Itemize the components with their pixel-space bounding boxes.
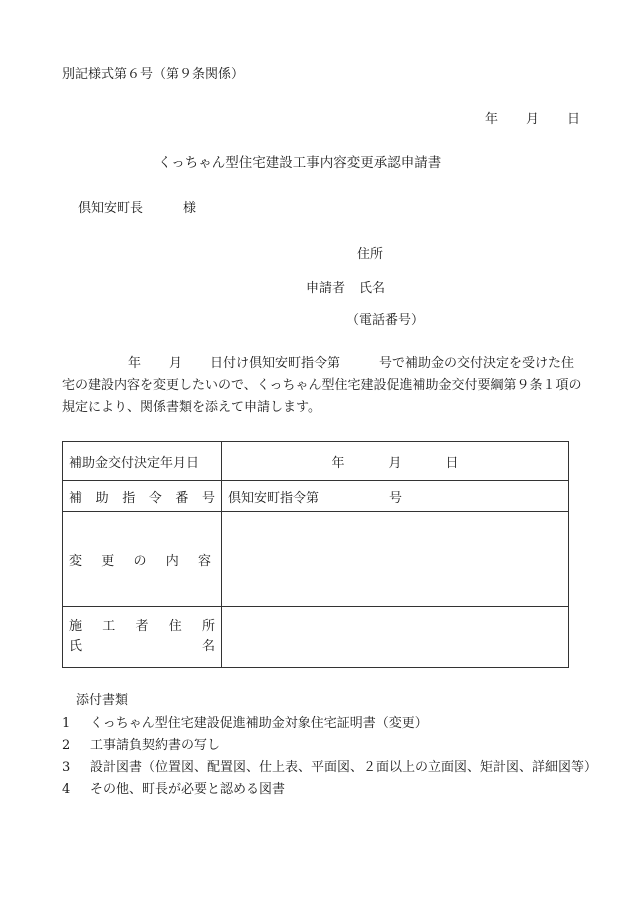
addressee-to: 倶知安町長 [78, 201, 144, 216]
decision-year: 年 [331, 455, 345, 471]
change-content-char: の [133, 553, 147, 569]
contractor-char: 施 [69, 619, 83, 634]
contractor-char: 住 [168, 619, 182, 634]
item-number: 2 [62, 738, 71, 753]
form-id: 別記様式第６号（第９条関係） [62, 67, 245, 82]
phone-label: （電話番号） [346, 313, 425, 328]
body-text: 日付け倶知安町指令第 号で補助金の交付決定を受けた住宅の建設内容を変更したいので、くっちゃん型住宅建設促進補助金交付要綱第９条１項の規定により、関係書類を添えて申請します。 [62, 356, 582, 415]
order-number-label [63, 481, 222, 512]
application-table [62, 441, 569, 668]
contractor-label [63, 607, 222, 668]
item-text: その他、町長が必要と認める図書 [90, 782, 286, 797]
contractor-char: 所 [201, 619, 215, 634]
order-number-suffix: 号 [389, 490, 403, 506]
list-item [62, 779, 592, 801]
document-title: くっちゃん型住宅建設工事内容変更承認申請書 [158, 155, 442, 171]
contractor-char: 者 [135, 619, 149, 634]
order-number-char: 助 [95, 490, 109, 506]
decision-date-label: 補助金交付決定年月日 [63, 442, 222, 481]
item-number: 4 [62, 782, 71, 797]
contractor-char: 工 [102, 619, 116, 634]
date-year: 年 [484, 112, 498, 127]
decision-month: 月 [388, 455, 402, 471]
decision-date-value[interactable] [222, 442, 569, 481]
change-content-value[interactable] [222, 512, 569, 607]
change-content-char: 内 [165, 553, 179, 569]
order-number-char: 令 [148, 490, 162, 506]
attachments-heading: 添付書類 [76, 693, 129, 708]
item-number: 1 [62, 716, 71, 731]
order-number-value[interactable] [222, 481, 569, 512]
change-content-label [63, 512, 222, 607]
applicant-line [306, 277, 385, 296]
contractor-name-char: 名 [201, 639, 215, 654]
table-row [63, 512, 569, 607]
body-paragraph [62, 353, 582, 419]
order-number-char: 番 [175, 490, 189, 506]
change-content-char: 更 [101, 553, 115, 569]
name-label: 氏名 [359, 281, 386, 296]
body-month: 月 [169, 356, 183, 371]
item-text: 工事請負契約書の写し [90, 738, 221, 753]
addressee-honorific: 様 [183, 201, 197, 216]
applicant-label: 申請者 [306, 281, 346, 296]
contractor-name-char: 氏 [69, 639, 83, 654]
change-content-char: 変 [69, 553, 83, 569]
list-item [62, 757, 598, 779]
date-day: 日 [566, 112, 580, 127]
contractor-value[interactable] [222, 607, 569, 668]
order-number-char: 補 [69, 490, 83, 506]
address-label: 住所 [357, 247, 384, 262]
table-row [63, 442, 569, 481]
order-number-char: 号 [201, 490, 215, 506]
table-row [63, 607, 569, 668]
attachments-list [62, 713, 598, 801]
date-line [485, 108, 580, 127]
decision-day: 日 [445, 455, 459, 471]
date-month: 月 [525, 112, 539, 127]
item-text: くっちゃん型住宅建設促進補助金対象住宅証明書（変更） [90, 716, 428, 731]
item-number: 3 [62, 760, 71, 775]
list-item [62, 735, 592, 757]
order-number-char: 指 [122, 490, 136, 506]
item-text: 設計図書（位置図、配置図、仕上表、平面図、２面以上の立面図、矩計図、詳細図等） [90, 760, 598, 775]
table-row [63, 481, 569, 512]
order-number-prefix: 倶知安町指令第 [228, 490, 320, 506]
list-item [62, 713, 592, 735]
body-year: 年 [128, 356, 142, 371]
addressee [78, 197, 196, 216]
change-content-char: 容 [197, 553, 211, 569]
